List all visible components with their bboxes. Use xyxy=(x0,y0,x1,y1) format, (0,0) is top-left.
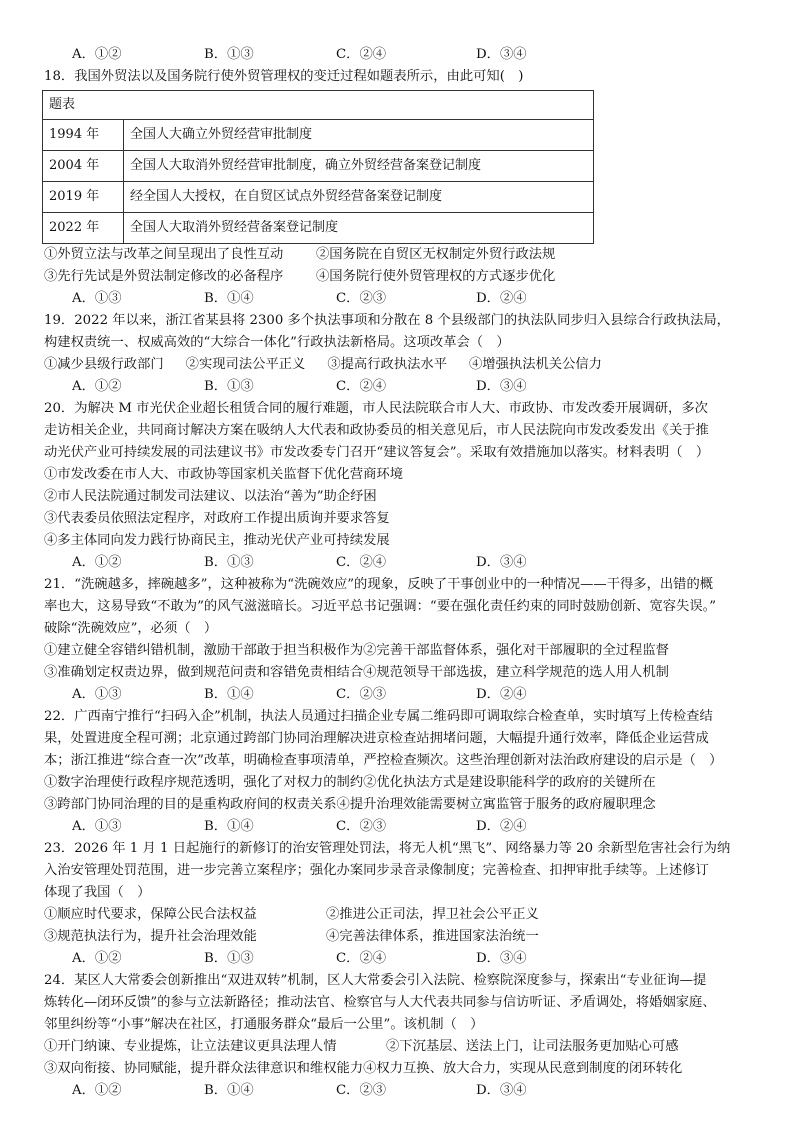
q18-statement-3: ③先行先试是外贸法制定修改的必备程序 xyxy=(44,269,284,284)
q19-statement-3: ③提高行政执法水平 xyxy=(327,357,448,372)
q22-statements-2 xyxy=(44,794,756,816)
q23-option-a: A．①② xyxy=(72,951,122,966)
q18-option-b: B．①④ xyxy=(204,291,254,306)
q23-option-b: B．①③ xyxy=(204,951,254,966)
q17-option-d: D．③④ xyxy=(476,47,527,62)
q17-options xyxy=(44,44,756,66)
q22-statements-1 xyxy=(44,772,756,794)
q22-option-b: B．①④ xyxy=(204,819,254,834)
q24-statement-3: ③双向衔接、协同赋能，提升群众法律意识和维权能力 xyxy=(44,1061,364,1076)
q19-stem-line: 19．2022 年以来，浙江省某县将 2300 多个执法事项和分散在 8 个县级部门的执法队同步归入县综合行政执法局， xyxy=(44,313,730,328)
q24-statement-1: ①开门纳谏、专业提炼，让立法建议更具法理人情 xyxy=(44,1039,337,1054)
q18-options xyxy=(44,288,756,310)
q23-statements-2 xyxy=(44,926,756,948)
q24-stem-line: 邻里纠纷等“小事”解决在社区，打通服务群众“最后一公里”。该机制（ ） xyxy=(44,1017,484,1032)
q21-statement-1: ①建立健全容错纠错机制，激励干部敢于担当积极作为 xyxy=(44,643,364,658)
q24-stem-line: 24．某区人大常委会创新推出“双进双转”机制，区人大常委会引入法院、检察院深度参与，探索出“专业征询—提 xyxy=(44,973,707,988)
q23-statement-4: ④完善法律体系，推进国家法治统一 xyxy=(326,929,539,944)
q20-options xyxy=(44,552,756,574)
q22-stem-line: 本；浙江推进“综合查一次”改革，明确检查事项清单，严控检查频次。这些治理创新对法治政府建设的启示是（ ） xyxy=(44,753,723,768)
q24-statements-1 xyxy=(44,1036,756,1058)
q20-statement-2: ②市人民法院通过制发司法建议、以法治“善为”助企纾困 xyxy=(44,489,377,504)
q21-statement-2: ②完善干部监督体系，强化对干部履职的全过程监督 xyxy=(363,643,669,658)
q23-statement-2: ②推进公正司法，捍卫社会公平正义 xyxy=(326,907,539,922)
table-row xyxy=(43,182,594,213)
q21-stem-line: 21．“洗碗越多，摔碗越多”，这种被称为“洗碗效应”的现象，反映了干事创业中的一种情况——干得多，出错的概 xyxy=(44,577,714,592)
table-text-cell: 经全国人大授权，在自贸区试点外贸经营备案登记制度 xyxy=(124,182,594,213)
q24-option-d: D．③④ xyxy=(476,1083,527,1098)
q18-statements-1 xyxy=(44,244,756,266)
q20-option-c: C．②④ xyxy=(336,555,387,570)
q20-option-d: D．③④ xyxy=(476,555,527,570)
q22-statement-3: ③跨部门协同治理的目的是重构政府间的权责关系 xyxy=(44,797,337,812)
q22-option-c: C．②③ xyxy=(336,819,387,834)
q23-option-c: C．②④ xyxy=(336,951,387,966)
q18-table-title: 题表 xyxy=(43,91,594,120)
q20-statement-4: ④多主体同向发力践行协商民主，推动光伏产业可持续发展 xyxy=(44,533,390,548)
q19-statements xyxy=(44,354,756,376)
q21-statements-2 xyxy=(44,662,756,684)
q17-option-c: C．②④ xyxy=(336,47,387,62)
q22-option-a: A．①③ xyxy=(72,819,122,834)
table-row xyxy=(43,213,594,244)
q20-stem-line: 动光伏产业可持续发展的司法建议书》市发改委专门召开“建议答复会”。采取有效措施加以落实。材料表明（ ） xyxy=(44,445,710,460)
q18-option-a: A．①③ xyxy=(72,291,122,306)
table-year-cell: 2004 年 xyxy=(43,151,124,182)
q20-stem-line: 20．为解决 M 市光伏企业超长租赁合同的履行难题，市人民法院联合市人大、市政协、市发改委开展调研，多次 xyxy=(44,401,708,416)
q23-statements-1 xyxy=(44,904,756,926)
q23-option-d: D．③④ xyxy=(476,951,527,966)
q24-option-a: A．①② xyxy=(72,1083,122,1098)
q19-statement-2: ②实现司法公平正义 xyxy=(185,357,306,372)
q22-options xyxy=(44,816,756,838)
q21-option-d: D．②④ xyxy=(476,687,527,702)
q20-statement-3: ③代表委员依照法定程序，对政府工作提出质询并要求答复 xyxy=(44,511,390,526)
q24-statements-2 xyxy=(44,1058,756,1080)
q21-statement-4: ④规范领导干部选拔，建立科学规范的选人用人机制 xyxy=(363,665,669,680)
q20-option-a: A．①② xyxy=(72,555,122,570)
q20-option-b: B．①③ xyxy=(204,555,254,570)
table-year-cell: 1994 年 xyxy=(43,120,124,151)
q17-option-b: B．①③ xyxy=(204,47,254,62)
q24-statement-2: ②下沉基层、送法上门，让司法服务更加贴心可感 xyxy=(386,1039,679,1054)
q18-option-c: C．②③ xyxy=(336,291,387,306)
q19-option-b: B．①③ xyxy=(204,379,254,394)
table-year-cell: 2022 年 xyxy=(43,213,124,244)
q19-option-c: C．②④ xyxy=(336,379,387,394)
q24-options xyxy=(44,1080,756,1102)
table-text-cell: 全国人大确立外贸经营审批制度 xyxy=(124,120,594,151)
q24-option-c: C．②③ xyxy=(336,1083,387,1098)
q24-option-b: B．①④ xyxy=(204,1083,254,1098)
q22-statement-4: ④提升治理效能需要树立寓监管于服务的政府履职理念 xyxy=(336,797,656,812)
q22-statement-2: ②优化执法方式是建设职能科学的政府的关键所在 xyxy=(363,775,656,790)
table-text-cell: 全国人大取消外贸经营备案登记制度 xyxy=(124,213,594,244)
q18-stem: 18．我国外贸法以及国务院行使外贸管理权的变迁过程如题表所示，由此可知( ) xyxy=(44,69,524,84)
q22-statement-1: ①数字治理使行政程序规范透明，强化了对权力的制约 xyxy=(44,775,364,790)
q22-stem-line: 22．广西南宁推行“扫码入企”机制，执法人员通过扫描企业专属二维码即可调取综合检查单，实时填写上传检查结 xyxy=(44,709,713,724)
q21-statement-3: ③准确划定权责边界，做到规范问责和容错免责相结合 xyxy=(44,665,364,680)
q19-option-d: D．③④ xyxy=(476,379,527,394)
table-text-cell: 全国人大取消外贸经营审批制度，确立外贸经营备案登记制度 xyxy=(124,151,594,182)
q17-option-a: A．①② xyxy=(72,47,122,62)
q22-option-d: D．②④ xyxy=(476,819,527,834)
q18-statement-2: ②国务院在自贸区无权制定外贸行政法规 xyxy=(316,247,556,262)
q21-stem-line: 破除“洗碗效应”，必须（ ） xyxy=(44,621,218,636)
q19-options xyxy=(44,376,756,398)
q19-statement-4: ④增强执法机关公信力 xyxy=(469,357,602,372)
q24-statement-4: ④权力互换、放大合力，实现从民意到制度的闭环转化 xyxy=(363,1061,683,1076)
page-content xyxy=(44,44,756,1102)
q18-statement-4: ④国务院行使外贸管理权的方式逐步优化 xyxy=(316,269,556,284)
q20-stem-line: 走访相关企业，共同商讨解决方案在吸纳人大代表和政协委员的相关意见后，市人民法院向市发改委发出《关于推 xyxy=(44,423,709,438)
q19-option-a: A．①② xyxy=(72,379,122,394)
q23-stem-line: 体现了我国（ ） xyxy=(44,885,151,900)
q21-options xyxy=(44,684,756,706)
q23-statement-3: ③规范执法行为，提升社会治理效能 xyxy=(44,929,257,944)
q21-stem-line: 率也大，这易导致“不敢为”的风气滋滋暗长。习近平总书记强调：“要在强化责任约束的同时鼓励创新、宽容失误。” xyxy=(44,599,717,614)
q18-statements-2 xyxy=(44,266,756,288)
q21-option-b: B．①④ xyxy=(204,687,254,702)
q21-option-c: C．②③ xyxy=(336,687,387,702)
q19-statement-1: ①减少县级行政部门 xyxy=(44,357,164,372)
q18-statement-1: ①外贸立法与改革之间呈现出了良性互动 xyxy=(44,247,284,262)
q24-stem-line: 炼转化—闭环反馈”的参与立法新路径；推动法官、检察官与人大代表共同参与信访听证、矛盾调处，将婚姻家庭、 xyxy=(44,995,716,1010)
q18-table xyxy=(42,90,594,244)
q22-stem-line: 果，处置进度全程可溯；北京通过跨部门协同治理解决进京检查站拥堵问题，大幅提升通行效率，降低企业运营成 xyxy=(44,731,709,746)
table-row xyxy=(43,120,594,151)
q19-stem-line: 构建权责统一、权威高效的“大综合一体化”行政执法新格局。这项改革会（ ） xyxy=(44,335,510,350)
table-row xyxy=(43,151,594,182)
q23-stem-line: 入治安管理处罚范围，进一步完善立案程序；强化办案同步录音录像制度；完善检查、扣押审批手续等。上述修订 xyxy=(44,863,709,878)
table-year-cell: 2019 年 xyxy=(43,182,124,213)
q21-statements-1 xyxy=(44,640,756,662)
q23-stem-line: 23．2026 年 1 月 1 日起施行的新修订的治安管理处罚法，将无人机“黑飞”、网络暴力等 20 余新型危害社会行为纳 xyxy=(44,841,731,856)
q20-statement-1: ①市发改委在市人大、市政协等国家机关监督下优化营商环境 xyxy=(44,467,404,482)
q23-options xyxy=(44,948,756,970)
q18-option-d: D．②④ xyxy=(476,291,527,306)
q21-option-a: A．①③ xyxy=(72,687,122,702)
q23-statement-1: ①顺应时代要求，保障公民合法权益 xyxy=(44,907,257,922)
